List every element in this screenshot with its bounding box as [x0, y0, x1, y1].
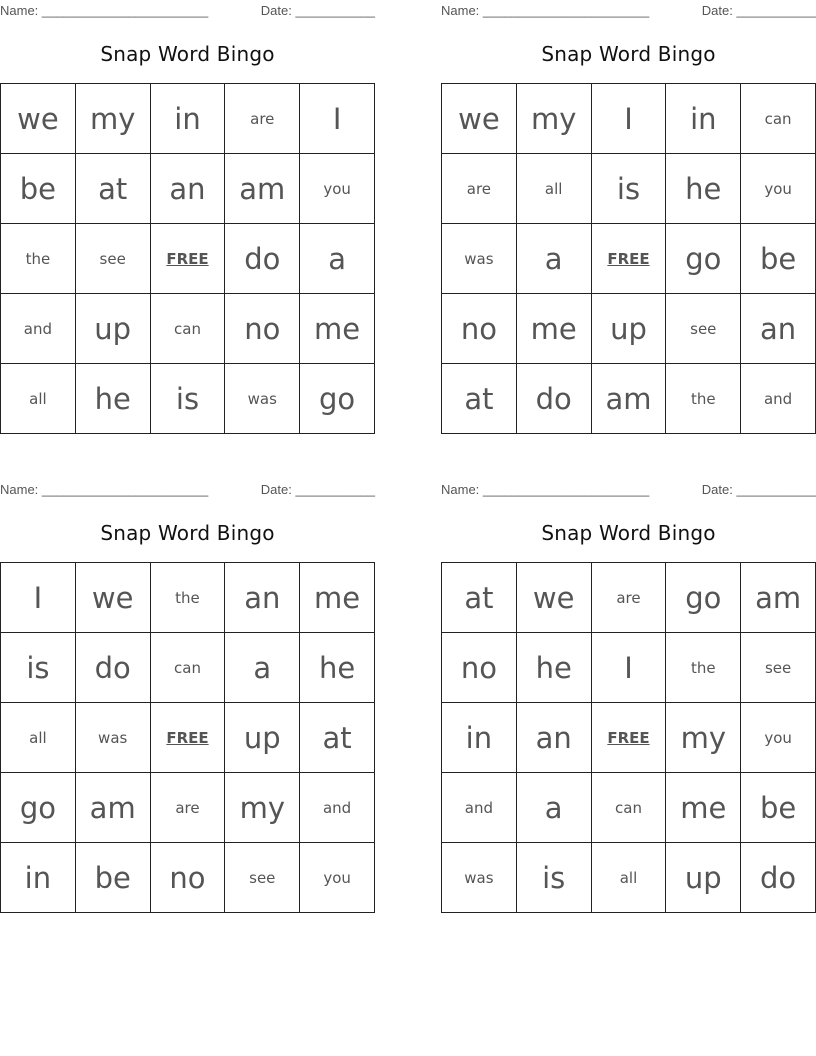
bingo-cell: see — [76, 224, 151, 294]
bingo-cell: we — [1, 84, 76, 154]
bingo-cell: was — [225, 364, 300, 434]
bingo-cell: no — [225, 294, 300, 364]
bingo-cell: go — [1, 773, 76, 843]
bingo-cell: am — [592, 364, 667, 434]
bingo-cell: I — [300, 84, 375, 154]
bingo-cell: no — [151, 843, 226, 913]
bingo-cell: no — [442, 294, 517, 364]
bingo-cell: am — [741, 563, 816, 633]
bingo-cell: I — [592, 633, 667, 703]
bingo-cell: go — [666, 563, 741, 633]
bingo-cell: he — [76, 364, 151, 434]
bingo-cell: do — [225, 224, 300, 294]
bingo-cell: go — [666, 224, 741, 294]
bingo-cell: see — [741, 633, 816, 703]
bingo-cell: be — [741, 773, 816, 843]
bingo-cell: are — [592, 563, 667, 633]
bingo-card-3 — [0, 479, 375, 895]
bingo-cell: is — [1, 633, 76, 703]
name-field: Name: _______________________ — [0, 3, 209, 18]
bingo-grid — [441, 562, 816, 913]
name-field: Name: _______________________ — [441, 482, 650, 497]
bingo-cell: up — [225, 703, 300, 773]
bingo-cell: is — [517, 843, 592, 913]
bingo-cell: at — [442, 364, 517, 434]
bingo-cell: I — [1, 563, 76, 633]
card-header — [0, 479, 375, 501]
bingo-cell: me — [666, 773, 741, 843]
bingo-cell: do — [76, 633, 151, 703]
bingo-cell: at — [76, 154, 151, 224]
bingo-cell: be — [76, 843, 151, 913]
bingo-cell: is — [592, 154, 667, 224]
bingo-cell: are — [225, 84, 300, 154]
card-header — [0, 0, 375, 22]
bingo-cell: in — [442, 703, 517, 773]
bingo-grid — [441, 83, 816, 434]
bingo-cell: an — [517, 703, 592, 773]
bingo-cell: up — [76, 294, 151, 364]
date-field: Date: ___________ — [260, 482, 375, 497]
bingo-cell: and — [300, 773, 375, 843]
bingo-cell: he — [300, 633, 375, 703]
bingo-cell: all — [592, 843, 667, 913]
card-title: Snap Word Bingo — [100, 521, 275, 545]
bingo-cell: can — [592, 773, 667, 843]
bingo-cell: I — [592, 84, 667, 154]
bingo-cell: are — [442, 154, 517, 224]
bingo-grid — [0, 83, 375, 434]
card-header — [441, 0, 816, 22]
bingo-cell: all — [1, 364, 76, 434]
bingo-cell: a — [225, 633, 300, 703]
bingo-cell: me — [517, 294, 592, 364]
bingo-cell: am — [225, 154, 300, 224]
bingo-cell: and — [1, 294, 76, 364]
bingo-card-4 — [441, 479, 816, 895]
bingo-cell: you — [741, 703, 816, 773]
bingo-grid — [0, 562, 375, 913]
bingo-cell: the — [151, 563, 226, 633]
bingo-cell: in — [1, 843, 76, 913]
card-title: Snap Word Bingo — [100, 42, 275, 66]
bingo-cell: and — [442, 773, 517, 843]
bingo-cell: you — [300, 843, 375, 913]
bingo-cell: we — [517, 563, 592, 633]
bingo-cell: can — [151, 633, 226, 703]
bingo-cell: is — [151, 364, 226, 434]
bingo-cell: up — [592, 294, 667, 364]
bingo-cell: the — [666, 633, 741, 703]
bingo-cell: the — [666, 364, 741, 434]
bingo-cell: can — [151, 294, 226, 364]
bingo-cell: was — [76, 703, 151, 773]
free-space: FREE — [592, 224, 667, 294]
bingo-cell: the — [1, 224, 76, 294]
bingo-cell: go — [300, 364, 375, 434]
name-field: Name: _______________________ — [0, 482, 209, 497]
bingo-cell: a — [300, 224, 375, 294]
bingo-cell: see — [225, 843, 300, 913]
bingo-cell: an — [741, 294, 816, 364]
date-field: Date: ___________ — [701, 482, 816, 497]
bingo-cell: was — [442, 843, 517, 913]
bingo-cell: an — [225, 563, 300, 633]
bingo-cell: my — [666, 703, 741, 773]
bingo-cell: an — [151, 154, 226, 224]
bingo-cell: at — [442, 563, 517, 633]
bingo-cell: he — [666, 154, 741, 224]
bingo-cell: and — [741, 364, 816, 434]
bingo-cell: do — [741, 843, 816, 913]
bingo-cell: am — [76, 773, 151, 843]
bingo-cell: be — [741, 224, 816, 294]
bingo-cell: can — [741, 84, 816, 154]
free-space: FREE — [151, 224, 226, 294]
bingo-cell: in — [666, 84, 741, 154]
bingo-cell: my — [76, 84, 151, 154]
bingo-cell: up — [666, 843, 741, 913]
bingo-cell: you — [741, 154, 816, 224]
name-field: Name: _______________________ — [441, 3, 650, 18]
bingo-cell: my — [517, 84, 592, 154]
bingo-cell: do — [517, 364, 592, 434]
bingo-cell: was — [442, 224, 517, 294]
card-title: Snap Word Bingo — [541, 521, 716, 545]
bingo-cell: we — [442, 84, 517, 154]
date-field: Date: ___________ — [701, 3, 816, 18]
bingo-cell: see — [666, 294, 741, 364]
bingo-cell: he — [517, 633, 592, 703]
bingo-cell: you — [300, 154, 375, 224]
bingo-cell: we — [76, 563, 151, 633]
bingo-cell: a — [517, 773, 592, 843]
bingo-card-2 — [441, 0, 816, 416]
bingo-cell: my — [225, 773, 300, 843]
bingo-cell: be — [1, 154, 76, 224]
card-title: Snap Word Bingo — [541, 42, 716, 66]
bingo-cell: at — [300, 703, 375, 773]
bingo-cell: me — [300, 563, 375, 633]
bingo-cell: in — [151, 84, 226, 154]
bingo-cell: no — [442, 633, 517, 703]
bingo-cell: a — [517, 224, 592, 294]
bingo-cell: all — [517, 154, 592, 224]
bingo-card-1 — [0, 0, 375, 416]
bingo-cell: all — [1, 703, 76, 773]
free-space: FREE — [592, 703, 667, 773]
bingo-cell: me — [300, 294, 375, 364]
card-header — [441, 479, 816, 501]
bingo-cell: are — [151, 773, 226, 843]
date-field: Date: ___________ — [260, 3, 375, 18]
free-space: FREE — [151, 703, 226, 773]
